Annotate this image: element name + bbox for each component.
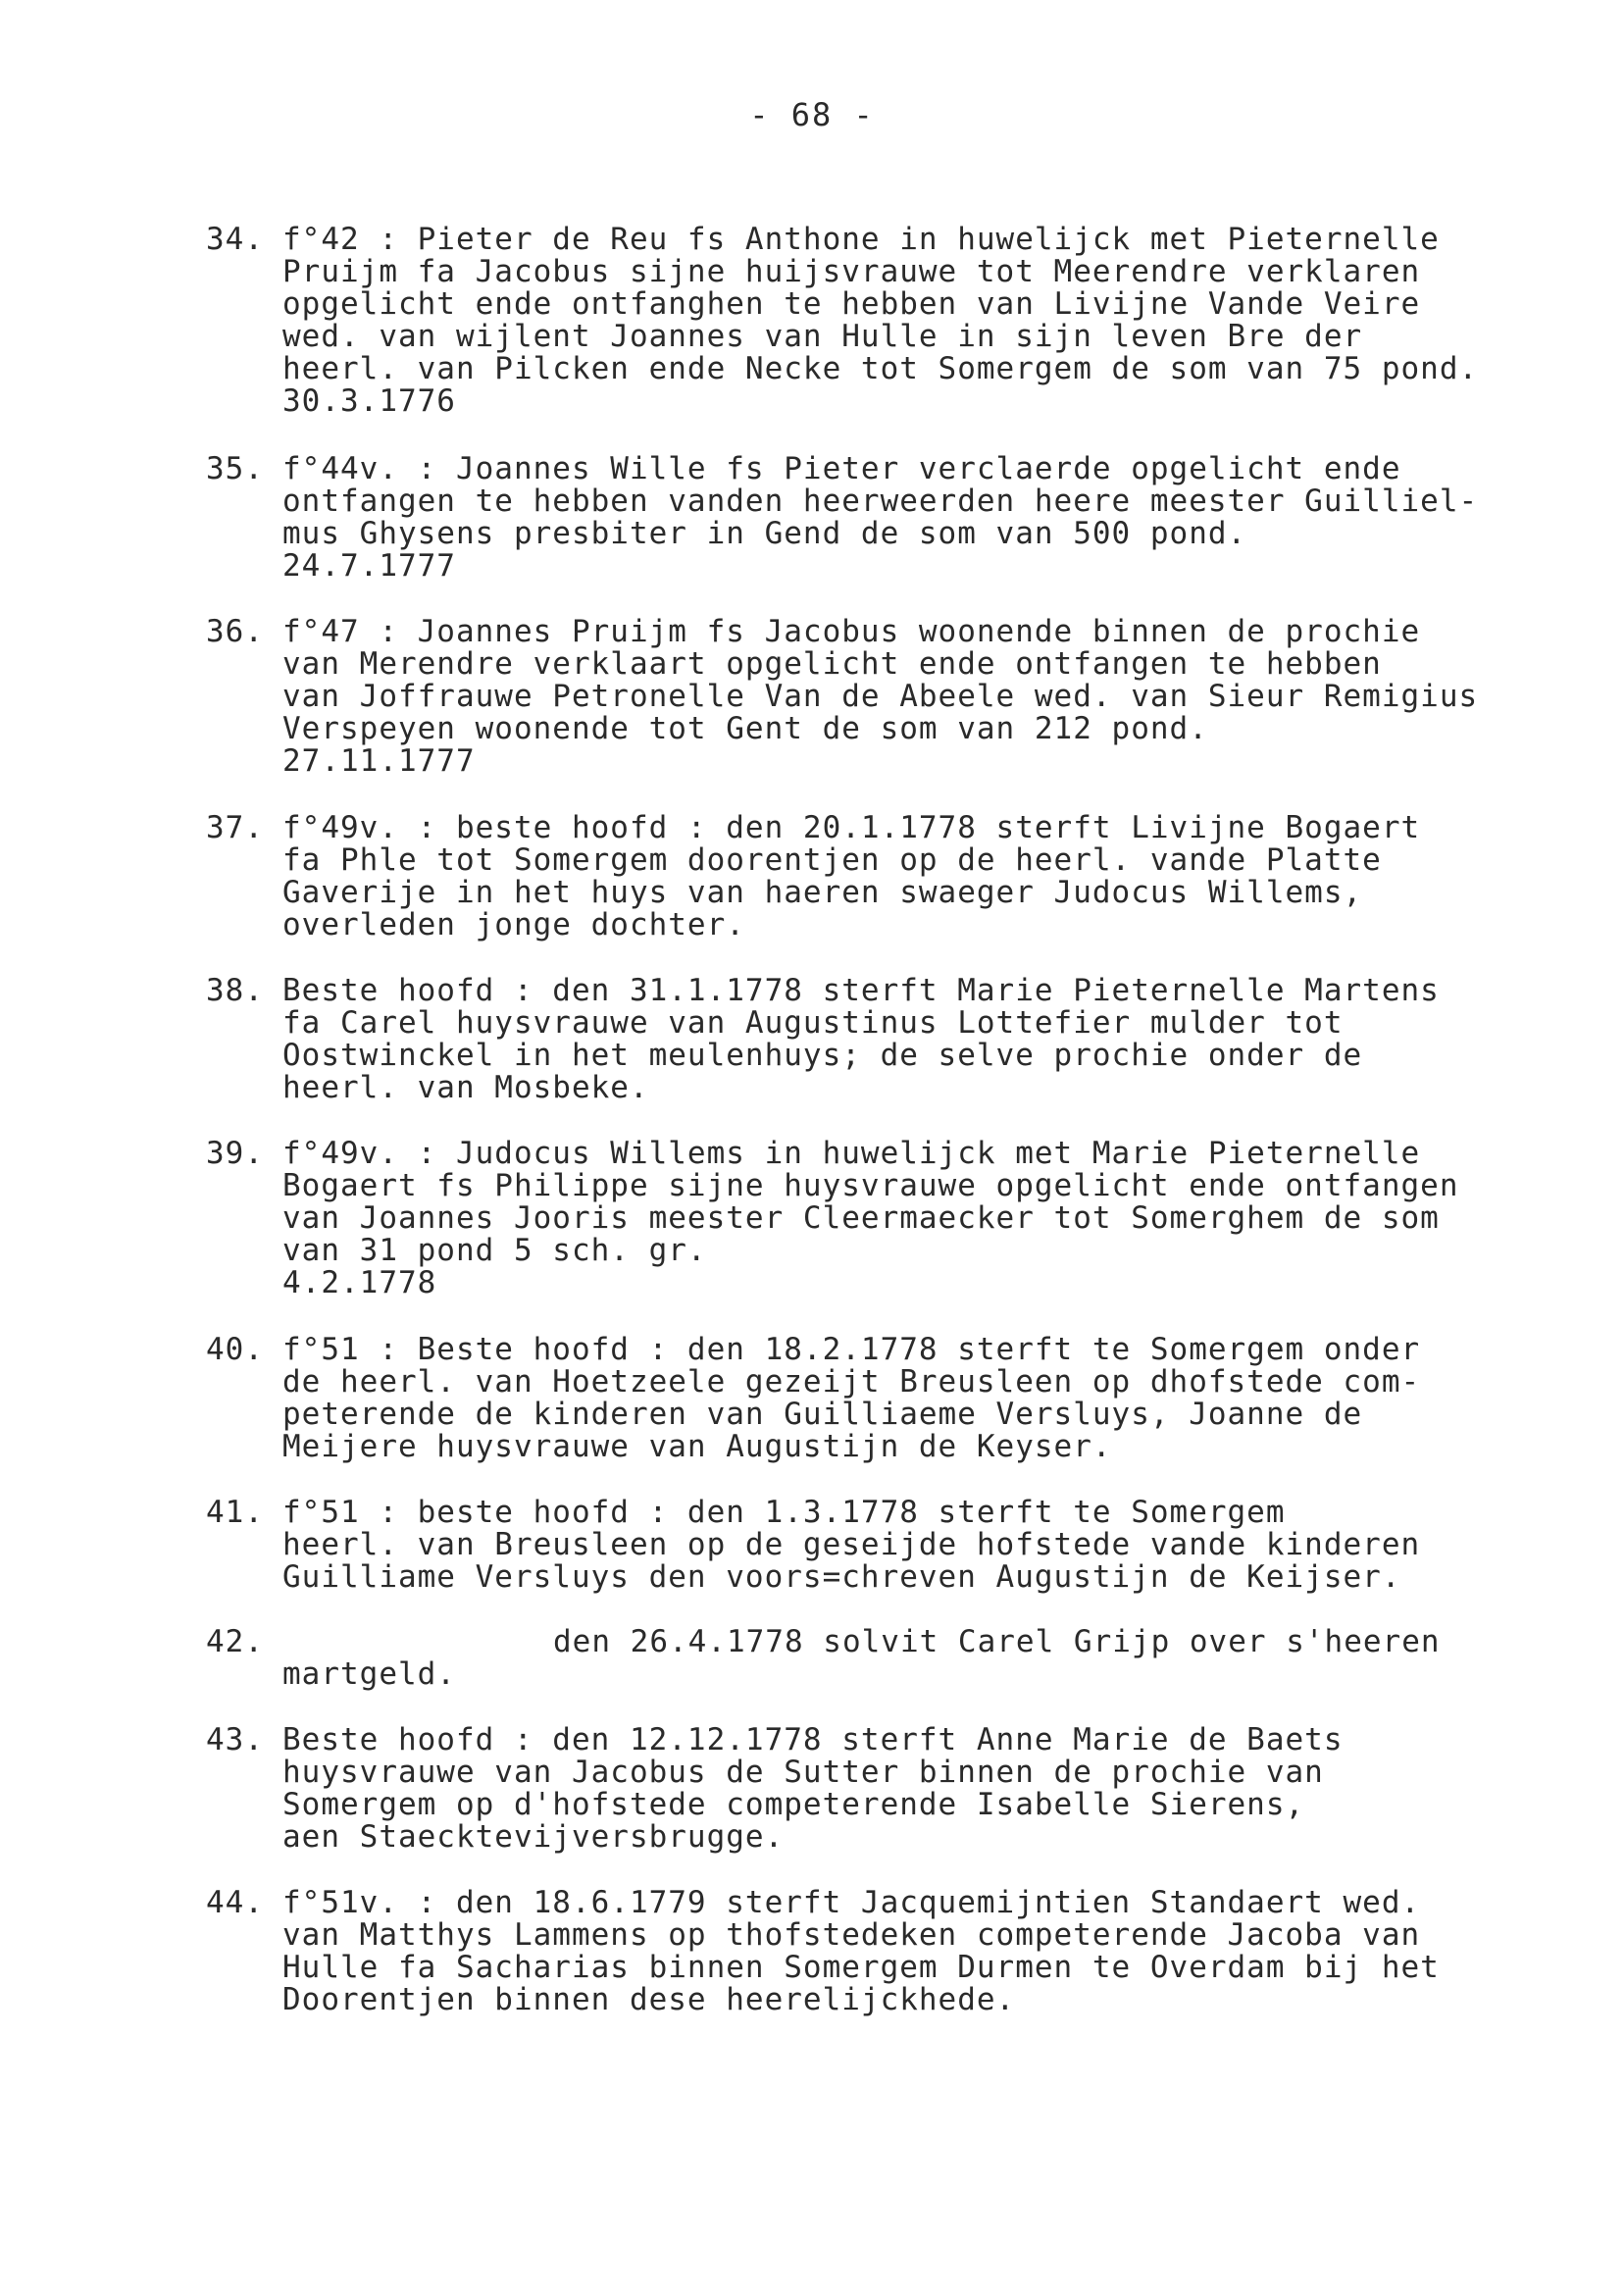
- entry-line: Guilliame Versluys den voors=chreven Augustijn de Keijser.: [282, 1559, 1401, 1595]
- entry-line: Doorentjen binnen dese heerelijckhede.: [282, 1982, 1016, 2017]
- entry-line: f°42 : Pieter de Reu fs Anthone in huwelijck met Pieternelle: [282, 222, 1440, 257]
- entry-line: heerl. van Mosbeke.: [282, 1070, 649, 1105]
- entry-line: Pruijm fa Jacobus sijne huijsvrauwe tot Meerendre verklaren: [282, 254, 1421, 289]
- entry-41: [206, 1497, 1520, 1594]
- entry-43: [206, 1724, 1520, 1854]
- entry-37: [206, 812, 1520, 942]
- entry-number: 42.: [206, 1624, 264, 1659]
- entry-number: 40.: [206, 1332, 264, 1367]
- entry-line: ontfangen te hebben vanden heerweerden heere meester Guilliel-: [282, 484, 1479, 519]
- entry-line: f°44v. : Joannes Wille fs Pieter verclaerde opgelicht ende: [282, 451, 1401, 486]
- entry-line: mus Ghysens presbiter in Gend de som van 500 pond.: [282, 516, 1247, 551]
- entry-number: 41.: [206, 1495, 264, 1530]
- entry-line: den 26.4.1778 solvit Carel Grijp over s'heeren: [553, 1624, 1441, 1659]
- entry-line: Meijere huysvrauwe van Augustijn de Keyser.: [282, 1429, 1112, 1464]
- page-number: - 68 -: [749, 96, 875, 133]
- entry-line: 4.2.1778: [282, 1265, 437, 1300]
- entry-line: 27.11.1777: [282, 743, 476, 779]
- entry-line: peterende de kinderen van Guilliaeme Versluys, Joanne de: [282, 1397, 1363, 1432]
- entry-line: overleden jonge dochter.: [282, 907, 745, 942]
- entry-35: [206, 453, 1520, 583]
- entry-number: 35.: [206, 451, 264, 486]
- entry-line: van Matthys Lammens op thofstedeken competerende Jacoba van: [282, 1917, 1421, 1953]
- entry-number: 38.: [206, 973, 264, 1008]
- entry-line: f°51 : Beste hoofd : den 18.2.1778 sterft te Somergem onder: [282, 1332, 1421, 1367]
- entry-line: f°47 : Joannes Pruijm fs Jacobus woonende binnen de prochie: [282, 614, 1421, 649]
- entry-number: 39.: [206, 1136, 264, 1171]
- entry-line: Hulle fa Sacharias binnen Somergem Durmen te Overdam bij het: [282, 1950, 1440, 1985]
- entry-line: wed. van wijlent Joannes van Hulle in sijn leven Bre der: [282, 319, 1363, 354]
- entry-34: [206, 224, 1520, 418]
- entry-number: 44.: [206, 1885, 264, 1920]
- entry-line: martgeld.: [282, 1656, 456, 1692]
- entry-line: heerl. van Pilcken ende Necke tot Somergem de som van 75 pond.: [282, 351, 1479, 386]
- entry-39: [206, 1138, 1520, 1299]
- entry-line: 24.7.1777: [282, 548, 456, 584]
- entry-number: 36.: [206, 614, 264, 649]
- entry-line: f°49v. : beste hoofd : den 20.1.1778 sterft Livijne Bogaert: [282, 810, 1421, 845]
- entry-line: huysvrauwe van Jacobus de Sutter binnen de prochie van: [282, 1755, 1324, 1790]
- entry-line: f°51 : beste hoofd : den 1.3.1778 sterft te Somergem: [282, 1495, 1286, 1530]
- entry-line: fa Carel huysvrauwe van Augustinus Lottefier mulder tot: [282, 1005, 1344, 1041]
- entry-line: f°51v. : den 18.6.1779 sterft Jacquemijntien Standaert wed.: [282, 1885, 1421, 1920]
- entry-line: heerl. van Breusleen op de geseijde hofstede vande kinderen: [282, 1527, 1421, 1562]
- entry-line: Beste hoofd : den 12.12.1778 sterft Anne Marie de Baets: [282, 1722, 1344, 1757]
- entry-line: de heerl. van Hoetzeele gezeijt Breusleen op dhofstede com-: [282, 1364, 1421, 1400]
- entry-line: aen Staecktevijversbrugge.: [282, 1819, 785, 1855]
- entry-line: Beste hoofd : den 31.1.1778 sterft Marie Pieternelle Martens: [282, 973, 1440, 1008]
- entry-line: Oostwinckel in het meulenhuys; de selve prochie onder de: [282, 1038, 1363, 1073]
- entry-line: Bogaert fs Philippe sijne huysvrauwe opgelicht ende ontfangen: [282, 1168, 1459, 1203]
- entry-line: van Merendre verklaart opgelicht ende ontfangen te hebben: [282, 646, 1382, 682]
- entry-line: 30.3.1776: [282, 383, 456, 419]
- entry-38: [206, 975, 1520, 1104]
- entry-number: 34.: [206, 222, 264, 257]
- entry-line: Gaverije in het huys van haeren swaeger Judocus Willems,: [282, 875, 1363, 910]
- entry-line: van Joffrauwe Petronelle Van de Abeele wed. van Sieur Remigius: [282, 679, 1479, 714]
- entry-line: fa Phle tot Somergem doorentjen op de heerl. vande Platte: [282, 842, 1382, 878]
- entry-line: Verspeyen woonende tot Gent de som van 212 pond.: [282, 711, 1208, 746]
- entry-40: [206, 1334, 1520, 1463]
- entry-line: opgelicht ende ontfanghen te hebben van Livijne Vande Veire: [282, 286, 1421, 322]
- entry-number: 37.: [206, 810, 264, 845]
- entry-line: van 31 pond 5 sch. gr.: [282, 1233, 707, 1268]
- entry-36: [206, 616, 1520, 778]
- entry-42: [206, 1626, 1520, 1691]
- entry-line: f°49v. : Judocus Willems in huwelijck met Marie Pieternelle: [282, 1136, 1421, 1171]
- entry-number: 43.: [206, 1722, 264, 1757]
- entry-44: [206, 1887, 1520, 2016]
- entry-line: Somergem op d'hofstede competerende Isabelle Sierens,: [282, 1787, 1305, 1822]
- entry-line: van Joannes Jooris meester Cleermaecker tot Somerghem de som: [282, 1200, 1440, 1236]
